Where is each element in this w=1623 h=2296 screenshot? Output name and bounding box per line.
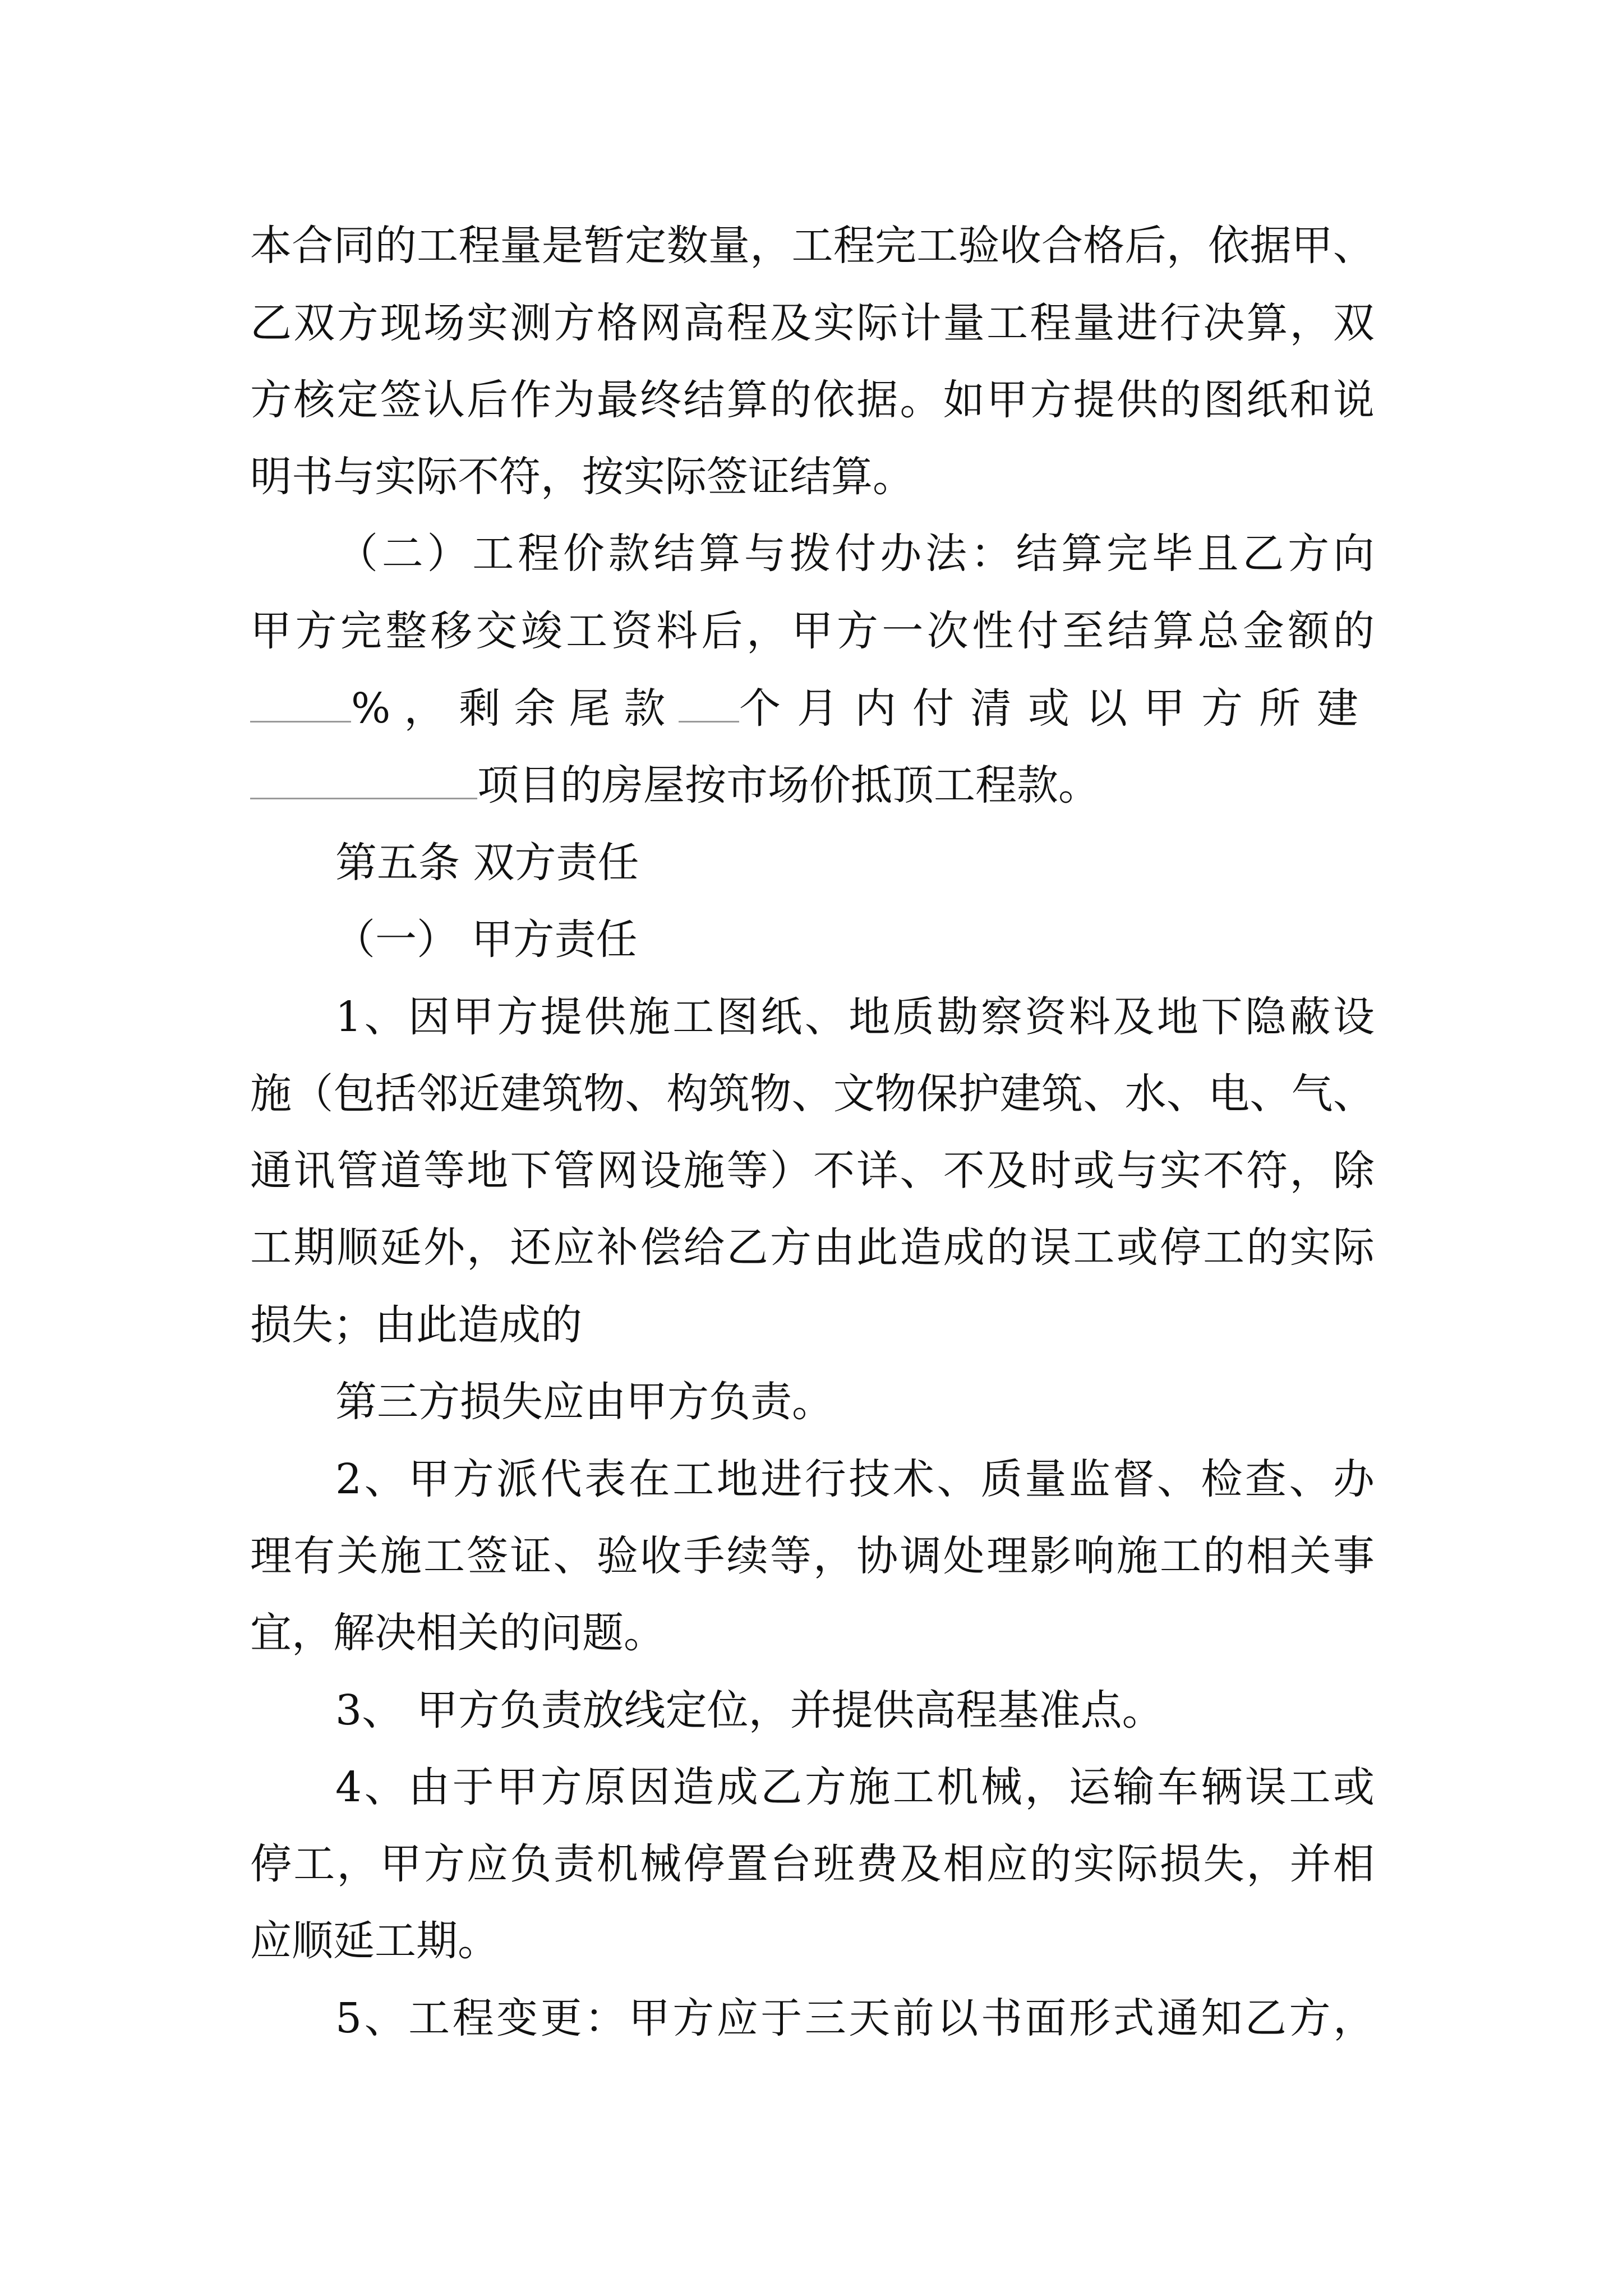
subsection-heading: （一） 甲方责任 — [334, 915, 638, 964]
paragraph-line: 明书与实际不符，按实际签证结算。 — [250, 453, 914, 501]
months-text: 个月内付清或以甲方所建 — [739, 684, 1375, 733]
paragraph-line: 理 有 关 施 工 签 证 、 验 收 手 续 等 ， 协 调 处 理 影 响 施 工 的 相 关 事 — [250, 1532, 1375, 1580]
paragraph-line: 施 （ 包 括 邻 近 建 筑 物 、 构 筑 物 、 文 物 保 护 建 筑 、 水 、 电 、 气 、 — [250, 1070, 1375, 1118]
paragraph-line: 损失；由此造成的 — [250, 1301, 582, 1349]
paragraph-line: 方 核 定 签 认 后 作 为 最 终 结 算 的 依 据 。 如 甲 方 提 供 的 图 纸 和 说 — [250, 376, 1375, 424]
paragraph-line: 通 讯 管 道 等 地 下 管 网 设 施 等 ） 不 详 、 不 及 时 或 与 实 不 符 ， 除 — [250, 1147, 1375, 1195]
section-heading: 第五条 双方责任 — [335, 839, 639, 887]
paragraph-line: 3、 甲方负责放线定位，并提供高程基准点。 — [335, 1686, 1164, 1734]
paragraph-line-with-blank — [0, 743, 1623, 827]
project-text: 项目的房屋按市场价抵顶工程款。 — [477, 761, 1100, 809]
paragraph-line: 4 、 由 于 甲 方 原 因 造 成 乙 方 施 工 机 械 ， 运 输 车 辆 误 工 或 — [335, 1763, 1375, 1811]
fill-in-blank[interactable] — [250, 758, 477, 799]
paragraph-line: 甲 方 完 整 移 交 竣 工 资 料 后 ， 甲 方 一 次 性 付 至 结 算 总 金 额 的 — [250, 607, 1375, 655]
paragraph-line: 乙 双 方 现 场 实 测 方 格 网 高 程 及 实 际 计 量 工 程 量 进 行 决 算 ， 双 — [250, 299, 1375, 347]
paragraph-line: 5 、 工 程 变 更 ： 甲 方 应 于 三 天 前 以 书 面 形 式 通 知 乙 方 ， — [335, 1994, 1375, 2042]
paragraph-line: 停 工 ， 甲 方 应 负 责 机 械 停 置 台 班 费 及 相 应 的 实 际 损 失 ， 并 相 — [250, 1840, 1375, 1888]
paragraph-line: 本 合 同 的 工 程 量 是 暂 定 数 量 ， 工 程 完 工 验 收 合 格 后 ， 依 据 甲 、 — [250, 222, 1375, 270]
percent-text: %，剩余尾款 — [351, 684, 679, 733]
paragraph-line: 宜，解决相关的问题。 — [250, 1609, 665, 1657]
fill-in-blank[interactable] — [250, 682, 351, 723]
paragraph-line: 工 期 顺 延 外 ， 还 应 补 偿 给 乙 方 由 此 造 成 的 误 工 或 停 工 的 实 际 — [250, 1223, 1375, 1272]
fill-in-blank[interactable] — [679, 682, 739, 723]
paragraph-line-with-blanks — [0, 666, 1375, 751]
paragraph-line: 2 、 甲 方 派 代 表 在 工 地 进 行 技 术 、 质 量 监 督 、 检 查 、 办 — [335, 1455, 1375, 1503]
paragraph-line: 第三方损失应由甲方负责。 — [335, 1378, 833, 1426]
paragraph-line: 应顺延工期。 — [250, 1917, 499, 1965]
paragraph-line: （ 二 ） 工 程 价 款 结 算 与 拨 付 办 法 ： 结 算 完 毕 且 乙 方 向 — [336, 530, 1375, 578]
paragraph-line: 1 、 因 甲 方 提 供 施 工 图 纸 、 地 质 勘 察 资 料 及 地 下 隐 蔽 设 — [335, 993, 1375, 1041]
